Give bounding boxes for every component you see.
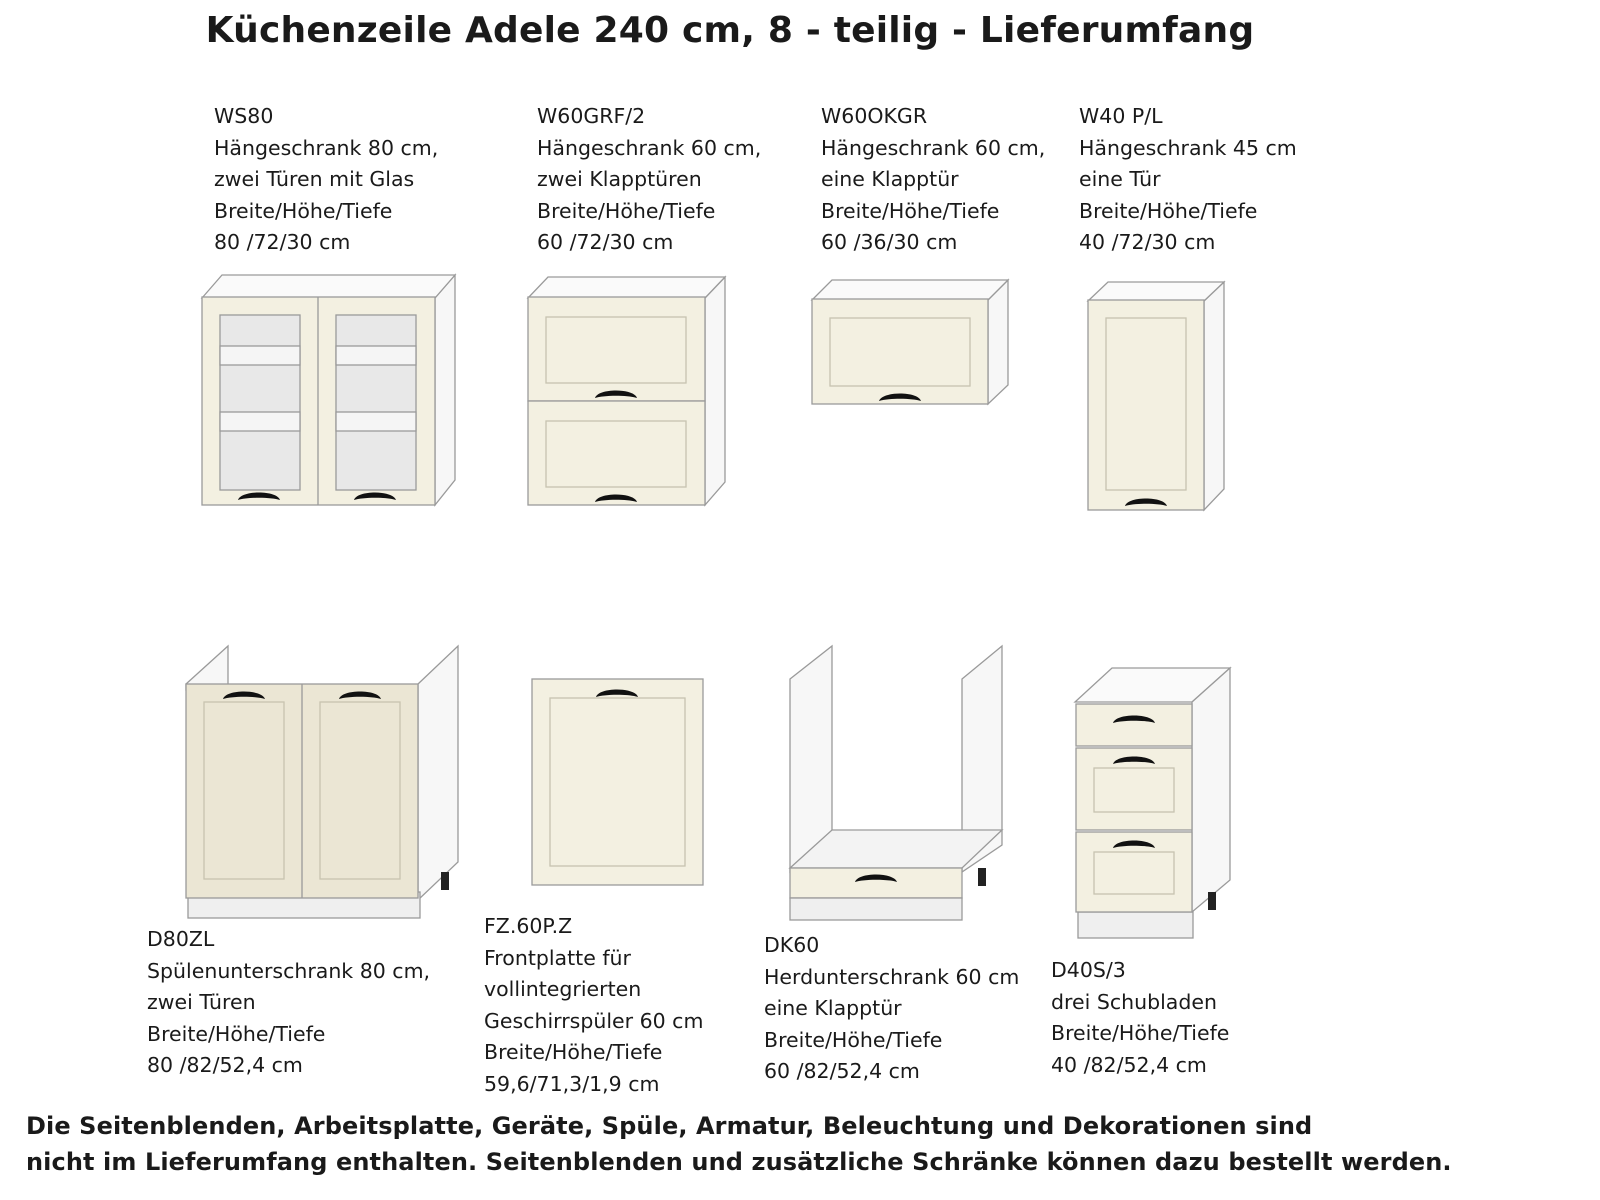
delivery-note-line: Die Seitenblenden, Arbeitsplatte, Geräte, Spüle, Armatur, Beleuchtung und Dekorationen sind xyxy=(26,1112,1313,1140)
item-desc: vollintegrierten xyxy=(484,977,642,1002)
item-dims-label: Breite/Höhe/Tiefe xyxy=(764,1027,943,1052)
item-dims: 80 /72/30 cm xyxy=(214,230,351,255)
item-desc: Spülenunterschrank 80 cm, xyxy=(147,958,431,983)
item-desc: Hängeschrank 45 cm xyxy=(1079,135,1297,160)
delivery-note xyxy=(26,1108,1452,1180)
item-code: DK60 xyxy=(764,933,820,957)
item-dims-label: Breite/Höhe/Tiefe xyxy=(537,198,716,223)
item-desc: Hängeschrank 60 cm, xyxy=(821,135,1046,160)
cabinet-dk60 xyxy=(790,646,1002,920)
item-desc: eine Klapptür xyxy=(821,167,959,192)
cabinet-w60okgr xyxy=(812,280,1008,404)
item-desc: eine Tür xyxy=(1079,167,1161,192)
item-desc: Frontplatte für xyxy=(484,945,631,970)
item-code: WS80 xyxy=(214,104,274,128)
item-code: W60OKGR xyxy=(821,104,928,128)
item-desc: eine Klapptür xyxy=(764,996,902,1021)
item-dims: 59,6/71,3/1,9 cm xyxy=(484,1071,660,1096)
item-dims-label: Breite/Höhe/Tiefe xyxy=(821,198,1000,223)
item-code: FZ.60P.Z xyxy=(484,914,573,938)
item-dims-label: Breite/Höhe/Tiefe xyxy=(1051,1021,1230,1046)
item-desc: Hängeschrank 60 cm, xyxy=(537,135,762,160)
item-dims-label: Breite/Höhe/Tiefe xyxy=(214,198,393,223)
item-dims: 60 /72/30 cm xyxy=(537,230,674,255)
cabinet-w40pl xyxy=(1088,282,1224,510)
item-code: D40S/3 xyxy=(1051,958,1126,982)
item-code: D80ZL xyxy=(147,927,215,951)
item-code: W40 P/L xyxy=(1079,104,1163,128)
item-dims-label: Breite/Höhe/Tiefe xyxy=(147,1021,326,1046)
item-desc: Hängeschrank 80 cm, xyxy=(214,135,439,160)
item-desc: zwei Klapptüren xyxy=(537,167,702,192)
item-dims-label: Breite/Höhe/Tiefe xyxy=(484,1040,663,1065)
item-dims: 40 /72/30 cm xyxy=(1079,230,1216,255)
item-dims: 60 /82/52,4 cm xyxy=(764,1059,920,1084)
cabinet-d80zl xyxy=(186,646,458,918)
item-desc: zwei Türen xyxy=(147,990,256,1015)
item-desc: zwei Türen mit Glas xyxy=(214,167,415,192)
cabinet-w60grf2 xyxy=(528,277,725,505)
item-desc: Geschirrspüler 60 cm xyxy=(484,1008,704,1033)
delivery-note-line: nicht im Lieferumfang enthalten. Seitenblenden und zusätzliche Schränke können dazu bestellt werden. xyxy=(26,1148,1452,1176)
cabinet-ws80 xyxy=(202,275,455,505)
panel-fz60pz xyxy=(532,679,703,885)
page-title: Küchenzeile Adele 240 cm, 8 - teilig - Lieferumfang xyxy=(205,10,1255,51)
cabinet-d40s3 xyxy=(1075,668,1230,938)
item-code: W60GRF/2 xyxy=(537,104,646,128)
item-dims: 60 /36/30 cm xyxy=(821,230,958,255)
item-dims: 80 /82/52,4 cm xyxy=(147,1053,303,1078)
item-desc: Herdunterschrank 60 cm xyxy=(764,964,1020,989)
item-dims-label: Breite/Höhe/Tiefe xyxy=(1079,198,1258,223)
item-dims: 40 /82/52,4 cm xyxy=(1051,1052,1207,1077)
item-desc: drei Schubladen xyxy=(1051,989,1217,1014)
